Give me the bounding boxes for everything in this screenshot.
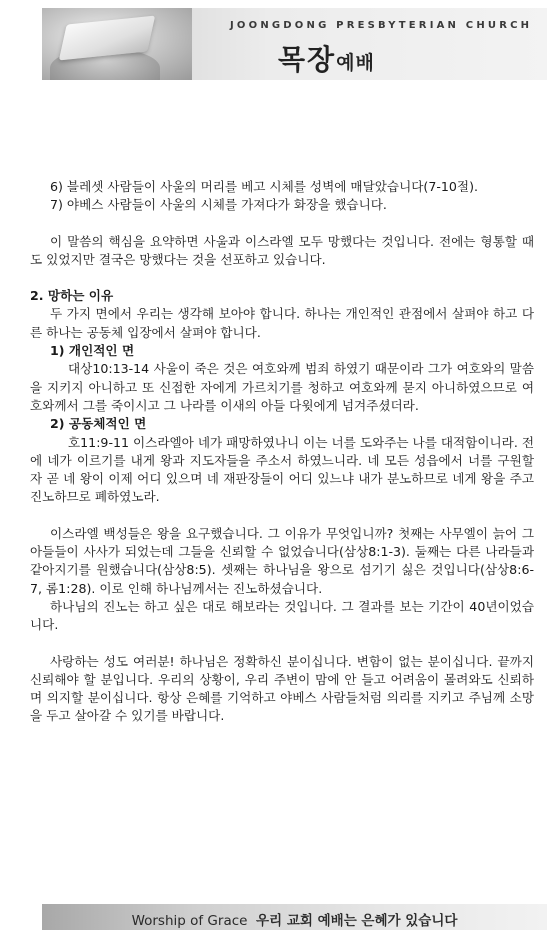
section-intro: 두 가지 면에서 우리는 생각해 보아야 합니다. 하나는 개인적인 관점에서 살펴야 하고 다른 하나는 공동체 입장에서 살펴야 합니다. (30, 306, 534, 340)
bible-hand-image (42, 8, 192, 80)
scripture-quote: 호11:9-11 이스라엘아 네가 패망하였나니 이는 너를 도와주는 나를 대적함이니라. 전에 네가 이르기를 내게 왕과 지도자들을 주소서 하였느니라. 네 모든 성읍에서 너를 구원할 자 곧 네 왕이 이제 어디 있으며 네 재판장들이 어디 있느냐 내가 분노하므로 네게 왕을 주고 진노하므로 폐하였노라. (30, 434, 535, 505)
section-heading: 2. 망하는 이유 (30, 288, 114, 304)
service-title-suffix: 예배 (336, 52, 375, 74)
paragraph-israel: 이스라엘 백성들은 왕을 요구했습니다. 그 이유가 무엇입니까? 첫째는 사무엘이 늙어 그 아들들이 사사가 되었는데 그들을 신뢰할 수 없었습니다(삼상8:1-3). 둘째는 다른 나라들과 같아지기를 원했습니다(삼상8:5). 셋째는 하나님을 왕으로 섬기기 싫은 것입니다(삼상8:6-7, 롬1:28). 이로 인해 하나님께서는 진노하셨습니다. (30, 525, 534, 596)
church-name: JOONGDONG PRESBYTERIAN CHURCH (230, 20, 533, 31)
footer-banner (42, 904, 547, 930)
service-title-main: 목장 (278, 43, 337, 76)
footer-slogan (42, 909, 547, 929)
subsection-heading-community: 2) 공동체적인 면 (50, 416, 147, 432)
summary-paragraph: 이 말씀의 핵심을 요약하면 사울과 이스라엘 모두 망했다는 것입니다. 전에는 형통할 때도 있었지만 결국은 망했다는 것을 선포하고 있습니다. (30, 233, 534, 267)
sermon-body (30, 178, 534, 726)
footer-slogan-ko: 우리 교회 예배는 은혜가 있습니다 (256, 913, 458, 929)
scripture-quote: 대상10:13-14 사울이 죽은 것은 여호와께 범죄 하였기 때문이라 그가 여호와의 말씀을 지키지 아니하고 또 신접한 자에게 가르치기를 청하고 여호와께 묻지 아니하였으므로 여호와께서 그를 죽이시고 그 나라를 이새의 아들 다윗에게 넘겨주셨더라. (30, 361, 534, 413)
footer-slogan-en: Worship of Grace (131, 913, 248, 929)
list-item: 7) 야베스 사람들이 사울의 시체를 가져다가 화장을 했습니다. (50, 197, 387, 213)
paragraph-closing: 사랑하는 성도 여러분! 하나님은 정확하신 분이십니다. 변함이 없는 분이십니다. 끝까지 신뢰해야 할 분입니다. 우리의 상황이, 우리 주변이 맘에 안 들고 어려움이 몰려와도 신뢰하며 의지할 분이십니다. 항상 은혜를 기억하고 야베스 사람들처럼 의리를 지키고 주님께 소망을 두고 살아갈 수 있기를 바랍니다. (30, 653, 534, 724)
list-item: 6) 블레셋 사람들이 사울의 머리를 베고 시체를 성벽에 매달았습니다(7-10절). (50, 179, 478, 194)
header-banner (42, 8, 547, 80)
service-title (278, 38, 375, 78)
subsection-heading-personal: 1) 개인적인 면 (50, 343, 135, 359)
paragraph-wrath: 하나님의 진노는 하고 싶은 대로 해보라는 것입니다. 그 결과를 보는 기간이 40년이었습니다. (30, 598, 534, 633)
